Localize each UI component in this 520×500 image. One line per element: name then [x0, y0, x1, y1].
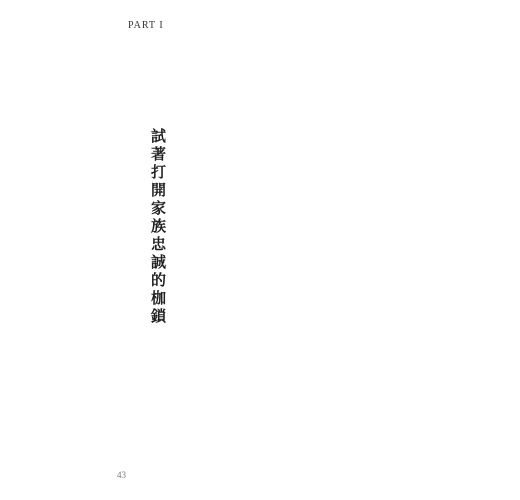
body-text — [196, 115, 418, 443]
page-number: 43 — [117, 470, 126, 480]
section-title: 試著打開家族忠誠的枷鎖 — [149, 128, 167, 326]
part-label: PART I — [128, 20, 164, 31]
